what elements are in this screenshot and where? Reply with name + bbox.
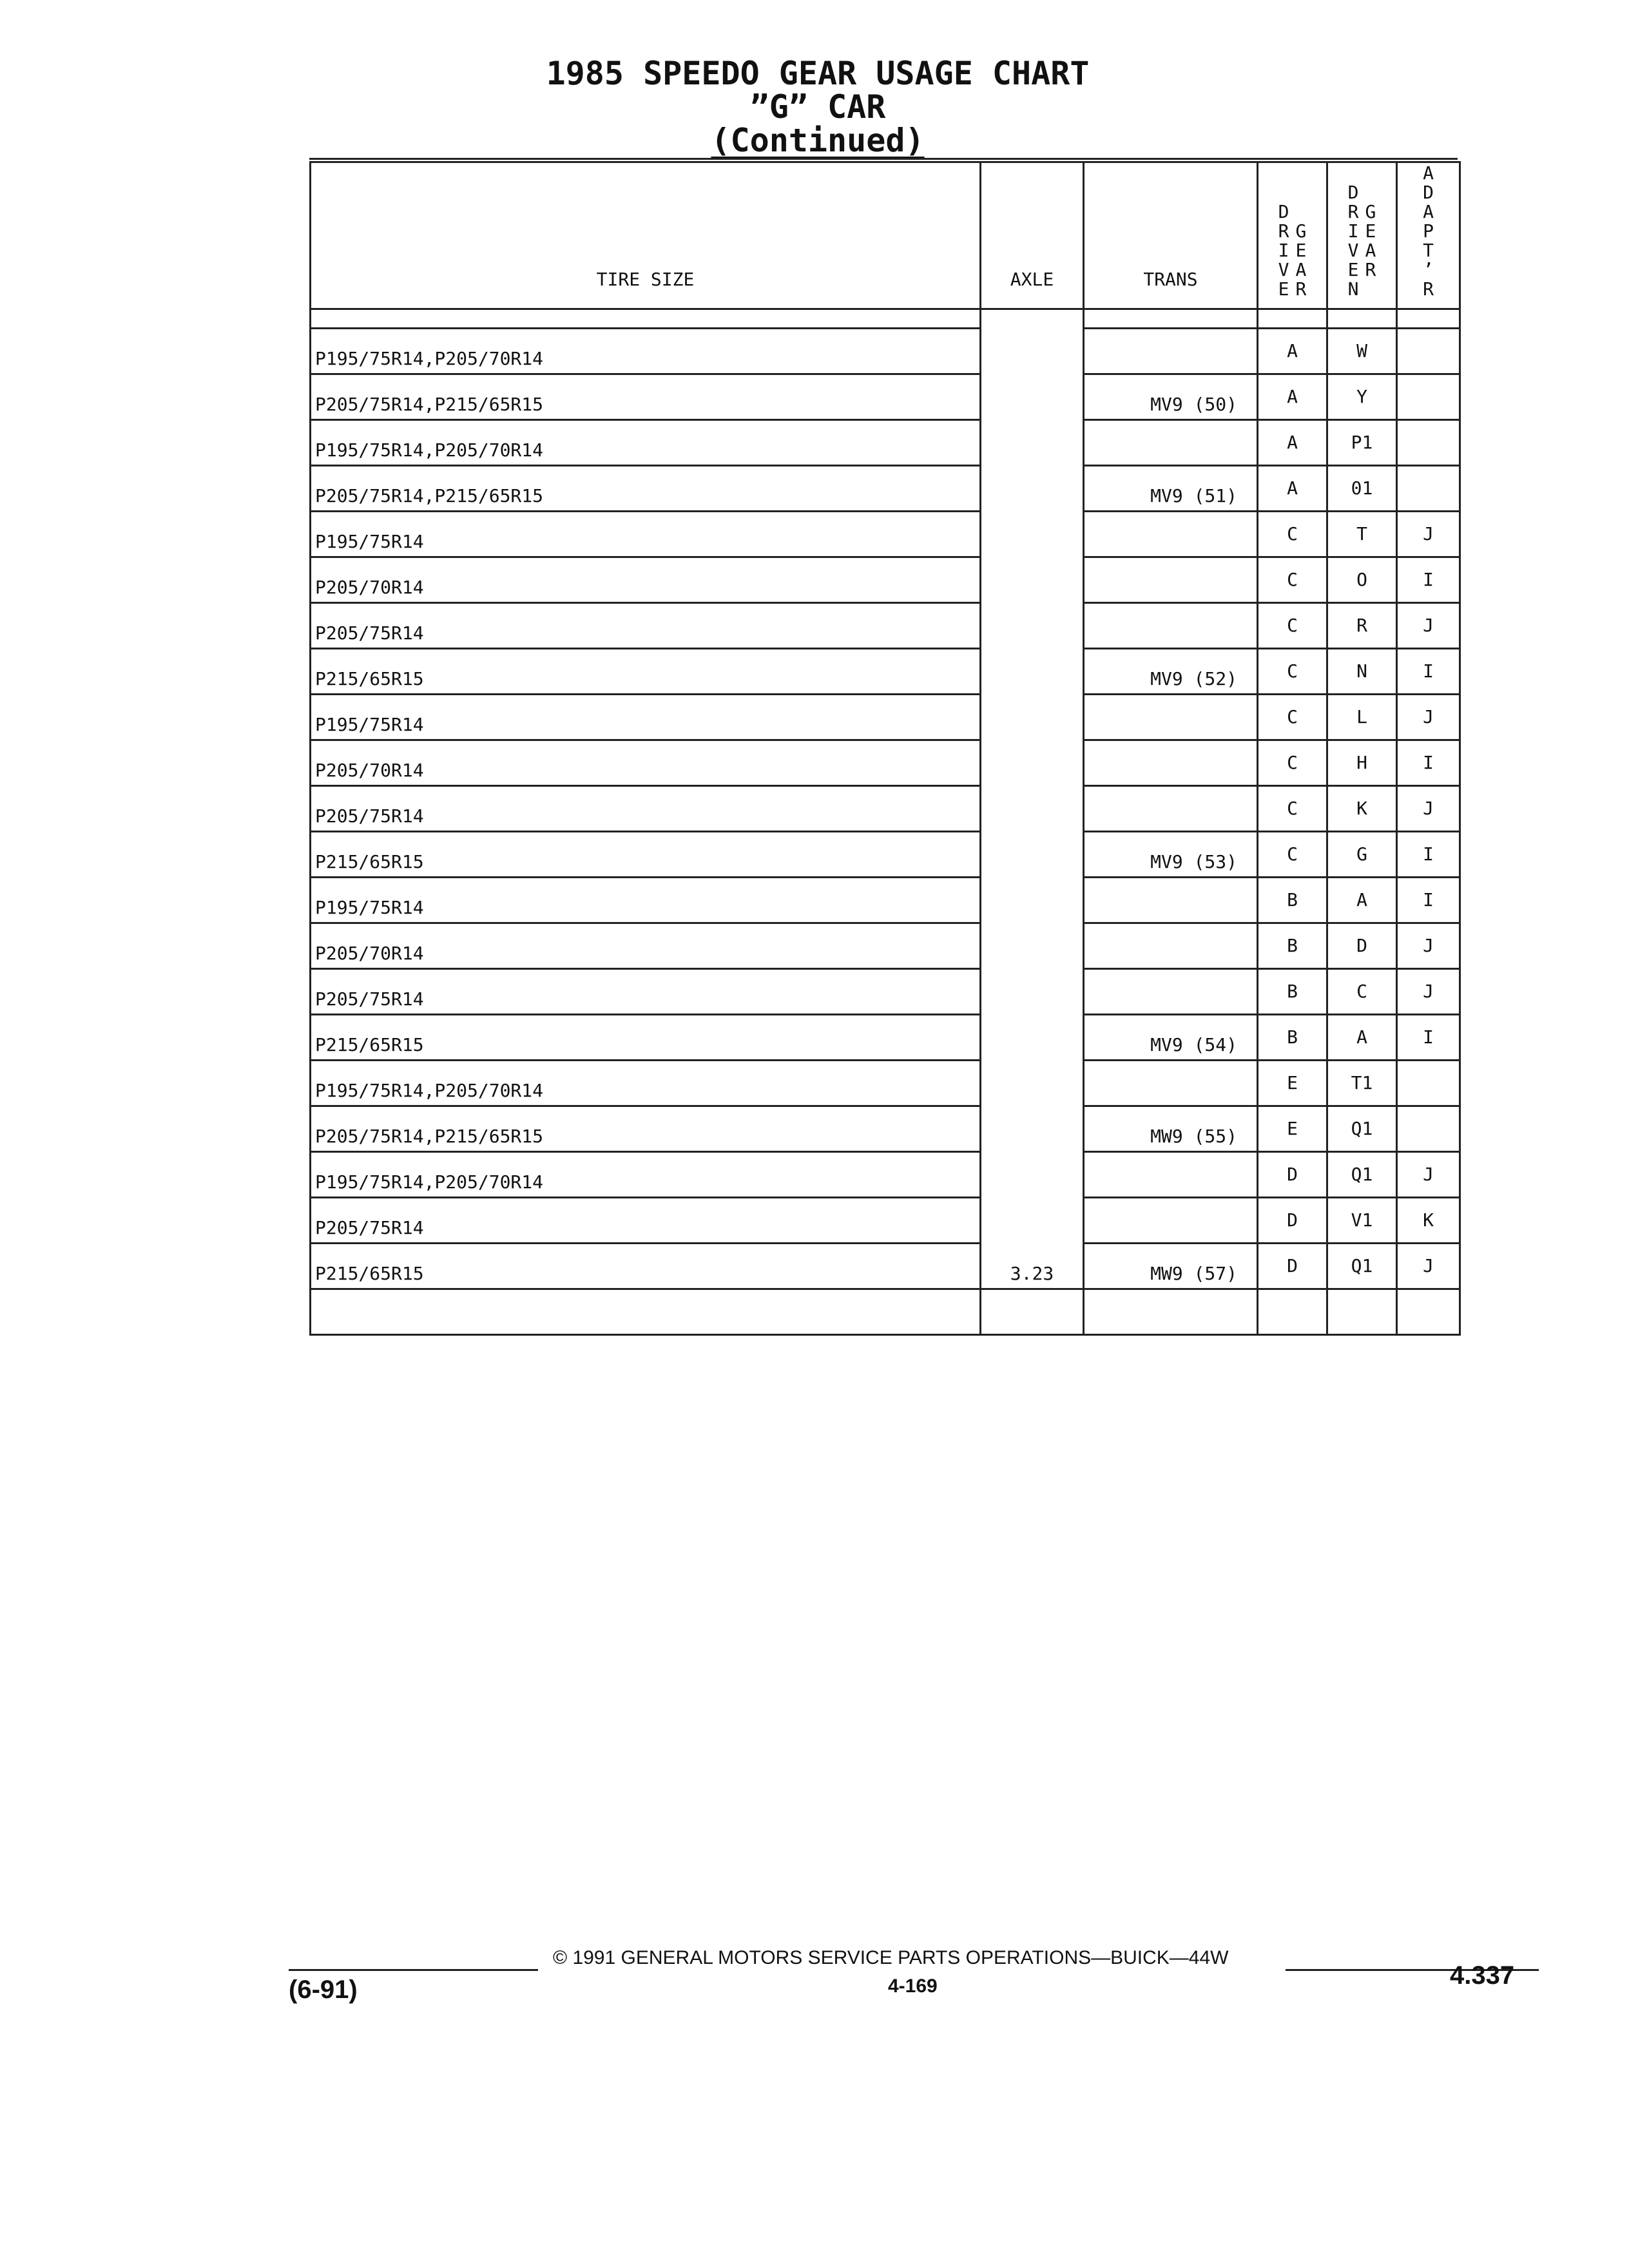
adapter-cell <box>1397 374 1460 419</box>
adapter-cell <box>1397 465 1460 511</box>
adapter-cell: J <box>1397 968 1460 1014</box>
adapter-cell: J <box>1397 1151 1460 1197</box>
drive-gear-cell: A <box>1258 465 1327 511</box>
adapter-cell: I <box>1397 1014 1460 1060</box>
table-row <box>311 877 1460 923</box>
header-driven-gear <box>1327 162 1397 309</box>
footer-rule-left <box>289 1969 538 1971</box>
table-row <box>311 1151 1460 1197</box>
trans-cell <box>1084 1151 1258 1197</box>
table-row <box>311 831 1460 877</box>
table-row <box>311 923 1460 968</box>
drive-gear-header-word-1: G E A R <box>1295 220 1307 300</box>
driven-gear-cell: P1 <box>1327 419 1397 465</box>
trans-cell: MV9 (53) <box>1084 831 1258 877</box>
axle-cell: 3.23 <box>981 1243 1084 1289</box>
driven-gear-cell: K <box>1327 785 1397 831</box>
adapter-cell: I <box>1397 877 1460 923</box>
trans-cell: MV9 (51) <box>1084 465 1258 511</box>
adapter-cell: K <box>1397 1197 1460 1243</box>
trans-cell <box>1084 740 1258 785</box>
axle-cell <box>981 1060 1084 1106</box>
tire-size-cell: P195/75R14 <box>311 694 981 740</box>
drive-gear-cell: B <box>1258 1014 1327 1060</box>
adapter-cell <box>1397 1106 1460 1151</box>
trans-cell <box>1084 785 1258 831</box>
header-row <box>311 162 1460 309</box>
trans-cell <box>1084 602 1258 648</box>
axle-cell <box>981 1106 1084 1151</box>
tire-size-cell: P195/75R14,P205/70R14 <box>311 1151 981 1197</box>
table-row <box>311 1106 1460 1151</box>
tire-size-cell: P205/75R14 <box>311 1197 981 1243</box>
tire-size-cell: P205/75R14,P215/65R15 <box>311 374 981 419</box>
driven-gear-header-word-1: G E A R <box>1365 201 1376 280</box>
tire-size-cell: P215/65R15 <box>311 1014 981 1060</box>
page-subtitle: ”G” CAR <box>749 88 886 126</box>
page-subtitle-continued: (Continued) <box>711 122 925 159</box>
adapter-cell: I <box>1397 831 1460 877</box>
axle-cell <box>981 465 1084 511</box>
trans-cell <box>1084 923 1258 968</box>
trans-cell <box>1084 328 1258 374</box>
axle-cell <box>981 740 1084 785</box>
driven-gear-cell: G <box>1327 831 1397 877</box>
table-row <box>311 557 1460 602</box>
drive-gear-cell: C <box>1258 557 1327 602</box>
trans-cell <box>1084 419 1258 465</box>
drive-gear-cell: C <box>1258 740 1327 785</box>
driven-gear-cell: O <box>1327 557 1397 602</box>
header-tire-size: TIRE SIZE <box>311 162 981 309</box>
drive-gear-cell: C <box>1258 831 1327 877</box>
table-row <box>311 1060 1460 1106</box>
axle-cell <box>981 1151 1084 1197</box>
axle-cell <box>981 511 1084 557</box>
adapter-cell: J <box>1397 511 1460 557</box>
tire-size-cell: P205/70R14 <box>311 557 981 602</box>
header-axle: AXLE <box>981 162 1084 309</box>
axle-cell <box>981 328 1084 374</box>
table-row <box>311 694 1460 740</box>
table-row <box>311 740 1460 785</box>
driven-gear-cell: 01 <box>1327 465 1397 511</box>
tire-size-cell: P215/65R15 <box>311 831 981 877</box>
axle-cell <box>981 923 1084 968</box>
adapter-cell <box>1397 328 1460 374</box>
adapter-cell: I <box>1397 740 1460 785</box>
driven-gear-cell: Q1 <box>1327 1243 1397 1289</box>
trans-cell <box>1084 511 1258 557</box>
trans-cell <box>1084 1197 1258 1243</box>
drive-gear-cell: A <box>1258 328 1327 374</box>
tire-size-cell: P205/75R14 <box>311 785 981 831</box>
tire-size-cell: P205/75R14,P215/65R15 <box>311 465 981 511</box>
axle-cell <box>981 557 1084 602</box>
drive-gear-cell: E <box>1258 1106 1327 1151</box>
drive-gear-cell: C <box>1258 511 1327 557</box>
table-row <box>311 648 1460 694</box>
axle-cell <box>981 419 1084 465</box>
axle-cell <box>981 968 1084 1014</box>
trans-cell: MV9 (52) <box>1084 648 1258 694</box>
trans-cell <box>1084 557 1258 602</box>
axle-cell <box>981 602 1084 648</box>
drive-gear-cell: C <box>1258 602 1327 648</box>
table-row <box>311 1197 1460 1243</box>
adapter-cell: J <box>1397 602 1460 648</box>
driven-gear-cell: L <box>1327 694 1397 740</box>
table-row <box>311 419 1460 465</box>
drive-gear-cell: C <box>1258 694 1327 740</box>
drive-gear-cell: B <box>1258 877 1327 923</box>
adapter-cell: I <box>1397 557 1460 602</box>
driven-gear-cell: H <box>1327 740 1397 785</box>
adapter-cell: J <box>1397 1243 1460 1289</box>
trans-cell: MV9 (50) <box>1084 374 1258 419</box>
tire-size-cell: P195/75R14,P205/70R14 <box>311 1060 981 1106</box>
tire-size-cell: P215/65R15 <box>311 648 981 694</box>
axle-cell <box>981 648 1084 694</box>
table-row <box>311 968 1460 1014</box>
drive-gear-cell: D <box>1258 1243 1327 1289</box>
trans-cell: MV9 (54) <box>1084 1014 1258 1060</box>
axle-cell <box>981 1197 1084 1243</box>
adapter-cell: J <box>1397 785 1460 831</box>
trans-cell: MW9 (55) <box>1084 1106 1258 1151</box>
driven-gear-cell: Y <box>1327 374 1397 419</box>
tire-size-cell: P205/70R14 <box>311 740 981 785</box>
table-row <box>311 328 1460 374</box>
driven-gear-cell: Q1 <box>1327 1151 1397 1197</box>
trans-cell: MW9 (57) <box>1084 1243 1258 1289</box>
header-adapter <box>1397 162 1460 309</box>
tire-size-cell: P195/75R14,P205/70R14 <box>311 328 981 374</box>
axle-cell <box>981 1014 1084 1060</box>
page-number: 4-169 <box>888 1975 938 1997</box>
drive-gear-cell: E <box>1258 1060 1327 1106</box>
table-row <box>311 1243 1460 1289</box>
axle-cell <box>981 785 1084 831</box>
adapter-cell: I <box>1397 648 1460 694</box>
drive-gear-header-word-0: D R I V E <box>1278 201 1289 300</box>
adapter-cell <box>1397 1060 1460 1106</box>
driven-gear-cell: C <box>1327 968 1397 1014</box>
tire-size-cell: P205/75R14,P215/65R15 <box>311 1106 981 1151</box>
tire-size-cell: P195/75R14,P205/70R14 <box>311 419 981 465</box>
driven-gear-cell: T <box>1327 511 1397 557</box>
driven-gear-cell: Q1 <box>1327 1106 1397 1151</box>
drive-gear-cell: B <box>1258 923 1327 968</box>
drive-gear-cell: D <box>1258 1151 1327 1197</box>
tire-size-cell: P195/75R14 <box>311 877 981 923</box>
trans-cell <box>1084 1060 1258 1106</box>
driven-gear-cell: R <box>1327 602 1397 648</box>
driven-gear-cell: A <box>1327 877 1397 923</box>
adapter-cell: J <box>1397 923 1460 968</box>
tire-size-cell: P195/75R14 <box>311 511 981 557</box>
tire-size-cell: P215/65R15 <box>311 1243 981 1289</box>
driven-gear-cell: T1 <box>1327 1060 1397 1106</box>
table-row <box>311 602 1460 648</box>
header-spacer-row <box>311 309 1460 329</box>
table-row <box>311 465 1460 511</box>
table-row <box>311 511 1460 557</box>
adapter-header-word-0: A D A P T ’ R <box>1423 162 1434 300</box>
tire-size-cell: P205/75R14 <box>311 968 981 1014</box>
tire-size-cell: P205/75R14 <box>311 602 981 648</box>
drive-gear-cell: D <box>1258 1197 1327 1243</box>
adapter-cell <box>1397 419 1460 465</box>
table-end-row <box>311 1289 1460 1334</box>
header-trans: TRANS <box>1084 162 1258 309</box>
page-title: 1985 SPEEDO GEAR USAGE CHART <box>546 55 1090 92</box>
section-number: 4.337 <box>1450 1961 1515 1990</box>
table-row <box>311 1014 1460 1060</box>
driven-gear-cell: D <box>1327 923 1397 968</box>
trans-cell <box>1084 877 1258 923</box>
drive-gear-cell: A <box>1258 374 1327 419</box>
axle-cell <box>981 831 1084 877</box>
drive-gear-cell: C <box>1258 785 1327 831</box>
driven-gear-cell: A <box>1327 1014 1397 1060</box>
adapter-cell: J <box>1397 694 1460 740</box>
axle-cell <box>981 374 1084 419</box>
driven-gear-cell: V1 <box>1327 1197 1397 1243</box>
top-rule <box>309 158 1458 160</box>
drive-gear-cell: C <box>1258 648 1327 694</box>
date-code: (6-91) <box>289 1975 358 2004</box>
header-drive-gear <box>1258 162 1327 309</box>
axle-cell <box>981 694 1084 740</box>
table-row <box>311 374 1460 419</box>
axle-cell <box>981 877 1084 923</box>
table-row <box>311 785 1460 831</box>
driven-gear-header-word-0: D R I V E N <box>1347 182 1359 300</box>
tire-size-cell: P205/70R14 <box>311 923 981 968</box>
driven-gear-cell: N <box>1327 648 1397 694</box>
trans-cell <box>1084 968 1258 1014</box>
speedo-gear-table <box>309 161 1461 1336</box>
trans-cell <box>1084 694 1258 740</box>
drive-gear-cell: B <box>1258 968 1327 1014</box>
copyright-text: © 1991 GENERAL MOTORS SERVICE PARTS OPERATIONS—BUICK—44W <box>553 1947 1229 1968</box>
driven-gear-cell: W <box>1327 328 1397 374</box>
drive-gear-cell: A <box>1258 419 1327 465</box>
